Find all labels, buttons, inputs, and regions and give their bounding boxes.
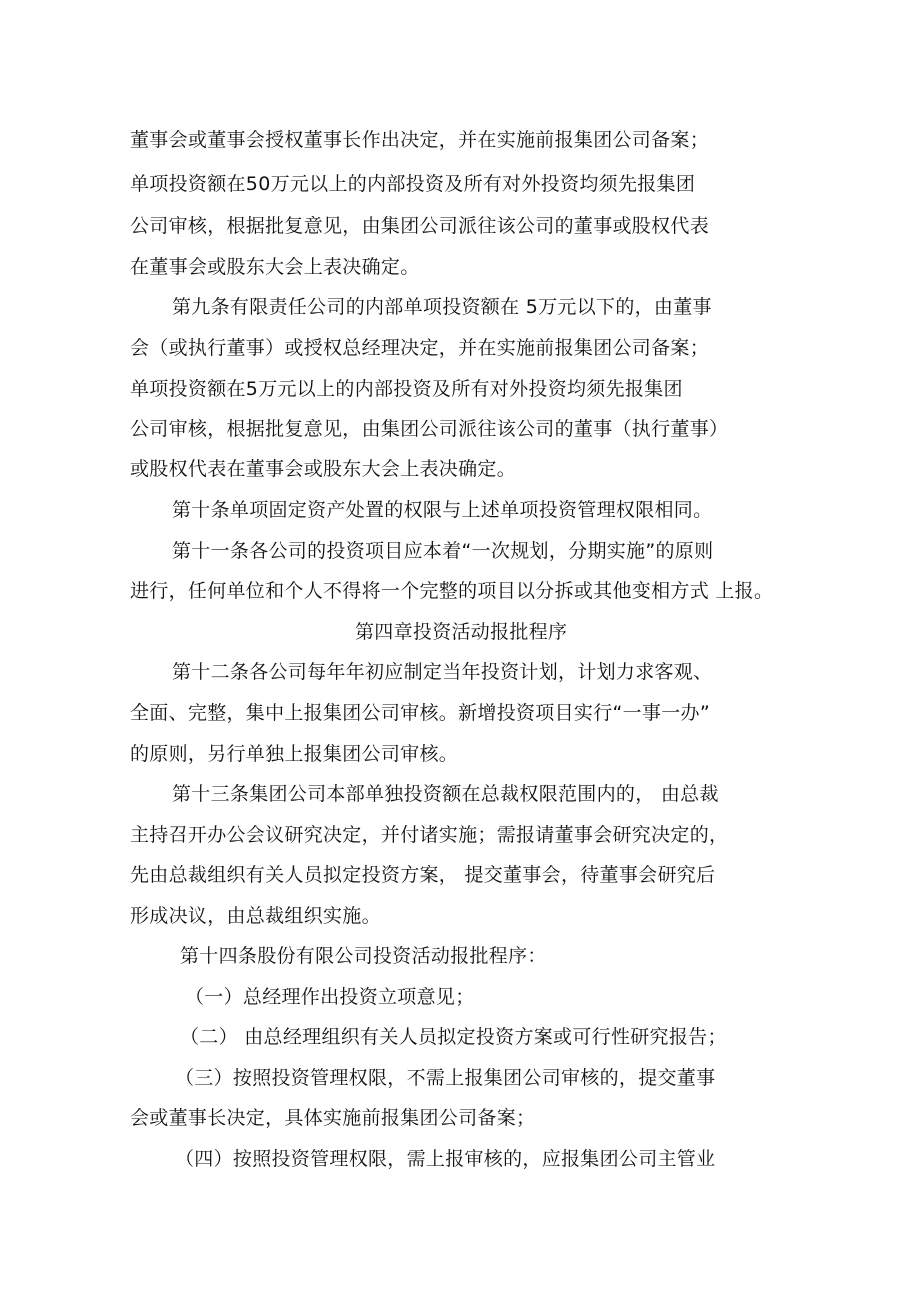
body-text-line: 会或董事长决定，具体实施前报集团公司备案； <box>130 1107 536 1129</box>
body-text-line: 进行，任何单位和个人不得将一个完整的项目以分拆或其他变相方式 上报。 <box>130 580 774 602</box>
body-text-line: 全面、完整，集中上报集团公司审核。新增投资项目实行“一事一办” <box>130 702 710 724</box>
body-text-line: 主持召开办公会议研究决定，并付诸实施；需报请董事会研究决定的， <box>130 824 729 846</box>
body-text-line: 第十一条各公司的投资项目应本着“一次规划，分期实施”的原则 <box>172 540 714 562</box>
body-text-line: 第十二条各公司每年年初应制定当年投资计划，计划力求客观、 <box>172 661 713 683</box>
body-text-line: 第九条有限责任公司的内部单项投资额在 5万元以下的，由董事 <box>172 296 712 318</box>
body-text-line: 公司审核，根据批复意见，由集团公司派往该公司的董事或股权代表 <box>130 215 710 237</box>
body-text-line: 会（或执行董事）或授权总经理决定，并在实施前报集团公司备案； <box>130 337 710 359</box>
body-text-line: 第十条单项固定资产处置的权限与上述单项投资管理权限相同。 <box>172 499 713 521</box>
body-text-line: 第十三条集团公司本部单独投资额在总裁权限范围内的， 由总裁 <box>172 783 719 805</box>
body-text-line: 形成决议，由总裁组织实施。 <box>130 905 381 927</box>
list-item: （一）总经理作出投资立项意见； <box>185 986 475 1008</box>
body-text-line: 或股权代表在董事会或股东大会上表决确定。 <box>130 458 517 480</box>
body-text-line: 第十四条股份有限公司投资活动报批程序： <box>180 945 547 967</box>
body-text-line: 在董事会或股东大会上表决确定。 <box>130 256 420 278</box>
body-text-line: 先由总裁组织有关人员拟定投资方案， 提交董事会，待董事会研究后 <box>130 864 716 886</box>
list-item: （二） 由总经理组织有关人员拟定投资方案或可行性研究报告； <box>180 1026 727 1048</box>
body-text-line: 董事会或董事会授权董事长作出决定，并在实施前报集团公司备案； <box>130 129 710 151</box>
list-item: （四）按照投资管理权限，需上报审核的，应报集团公司主管业 <box>175 1148 716 1170</box>
body-text-line: 的原则，另行单独上报集团公司审核。 <box>130 743 459 765</box>
body-text-line: 单项投资额在5万元以上的内部投资及所有对外投资均须先报集团 <box>130 378 683 400</box>
body-text-line: 公司审核，根据批复意见，由集团公司派往该公司的董事（执行董事） <box>130 418 729 440</box>
list-item: （三）按照投资管理权限，不需上报集团公司审核的，提交董事 <box>175 1067 716 1089</box>
chapter-heading: 第四章投资活动报批程序 <box>355 621 568 643</box>
body-text-line: 单项投资额在50万元以上的内部投资及所有对外投资均须先报集团 <box>130 173 696 195</box>
